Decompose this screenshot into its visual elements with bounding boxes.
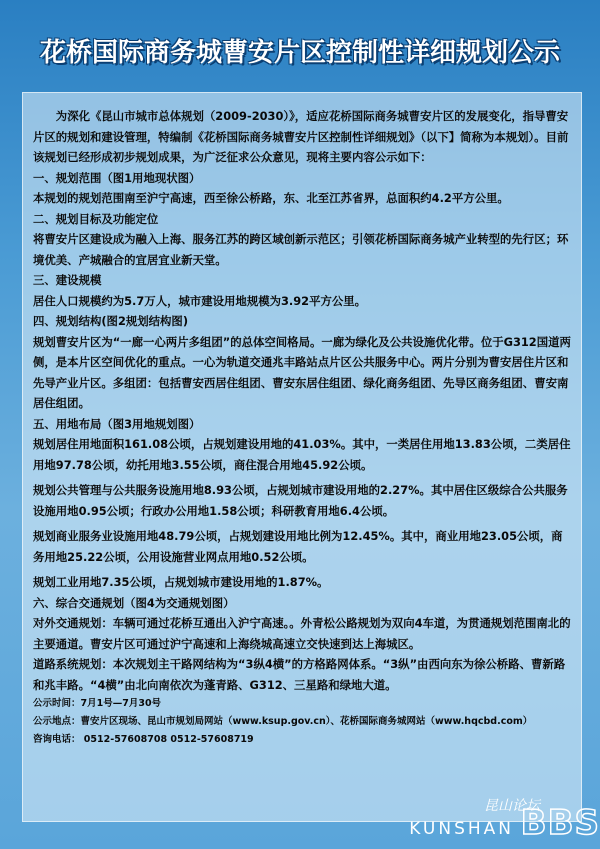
page-title: 花桥国际商务城曹安片区控制性详细规划公示 (39, 38, 560, 68)
section-paragraph: 将曹安片区建设成为融入上海、服务江苏的跨区域创新示范区；引领花桥国际商务城产业转型的先行区；环境优美、产城融合的宜居宜业新天堂。 (33, 232, 569, 267)
section-paragraph: 对外交通规划：车辆可通过花桥互通出入沪宁高速。。外青松公路规划为双向4车道，为贯通规划范围南北的主要通道。曹安片区可通过沪宁高速和上海绕城高速立交快速到达上海城区。 (33, 616, 571, 651)
section-paragraph: 规划居住用地面积161.08公顷，占规划建设用地的41.03%。其中，一类居住用地13.83公顷，二类居住用地97.78公顷，幼托用地3.55公顷，商住混合用地45.92公顷。 (33, 437, 571, 472)
notice-content (33, 106, 573, 749)
section-paragraph: 居住人口规模约为5.7万人，城市建设用地规模为3.92平方公里。 (33, 293, 367, 308)
section-heading: 二、规划目标及功能定位 (33, 211, 159, 226)
notice-place: 公示地点：曹安片区现场、昆山市规划局网站（www.ksup.gov.cn）、花桥国际商务城网站（www.hqcbd.com） (33, 716, 533, 727)
section-heading: 一、规划范围（图1用地现状图） (33, 170, 201, 185)
watermark-en: KUNSHAN (409, 819, 514, 839)
section-paragraph: 规划公共管理与公共服务设施用地8.93公顷，占规划城市建设用地的2.27%。其中居住区级综合公共服务设施用地0.95公顷；行政办公用地1.58公顷；科研教育用地6.4公顷。 (33, 483, 568, 518)
watermark-bbs: BBS (520, 803, 600, 843)
section-paragraph: 道路系统规划：本次规划主干路网结构为“3纵4横”的方格路网体系。“3纵”由西向东为徐公桥路、曹新路和兆丰路。“4横”由北向南依次为蓬青路、G312、三星路和绿地大道。 (33, 657, 566, 692)
section-paragraph: 规划商业服务业设施用地48.79公顷，占规划建设用地比例为12.45%。其中，商业用地23.05公顷，商务用地25.22公顷，公用设施营业网点用地0.52公顷。 (33, 529, 563, 564)
intro-paragraph: 为深化《昆山市城市总体规划（2009-2030）》，适应花桥国际商务城曹安片区的发展变化，指导曹安片区的规划和建设管理，特编制《花桥国际商务城曹安片区控制性详细规划》（以下】简称为本规划）。目前该规划已经形成初步规划成果，为广泛征求公众意见，现将主要内容公示如下： (33, 109, 569, 164)
section-heading: 六、综合交通规划（图4为交通规划图） (33, 595, 235, 610)
watermark-cn: 昆山论坛 (484, 798, 540, 814)
section-paragraph: 本规划的规划范围南至沪宁高速，西至徐公桥路，东、北至江苏省界，总面积约4.2平方公里。 (33, 191, 509, 205)
section-heading: 五、用地布局（图3用地规划图） (33, 416, 201, 431)
section-paragraph: 规划曹安片区为“一廊一心两片多组团”的总体空间格局。一廊为绿化及公共设施优化带。位于G312国道两侧，是本片区空间优化的重点。一心为轨道交通兆丰路站点片区公共服务中心。两片分别为曹安居住片区和先导产业片区。多组团：包括曹安西居住组团、曹安东居住组团、绿化商务组团、先导区商务组团、曹安南居住组团。 (33, 334, 571, 410)
section-paragraph: 规划工业用地7.35公顷，占规划城市建设用地的1.87%。 (33, 575, 329, 589)
notice-time: 公示时间：7月1号—7月30号 (33, 698, 162, 709)
section-heading: 四、规划结构(图2规划结构图) (33, 314, 189, 328)
notice-phone: 咨询电话： 0512-57608708 0512-57608719 (33, 734, 254, 745)
section-heading: 三、建设规模 (33, 273, 102, 287)
